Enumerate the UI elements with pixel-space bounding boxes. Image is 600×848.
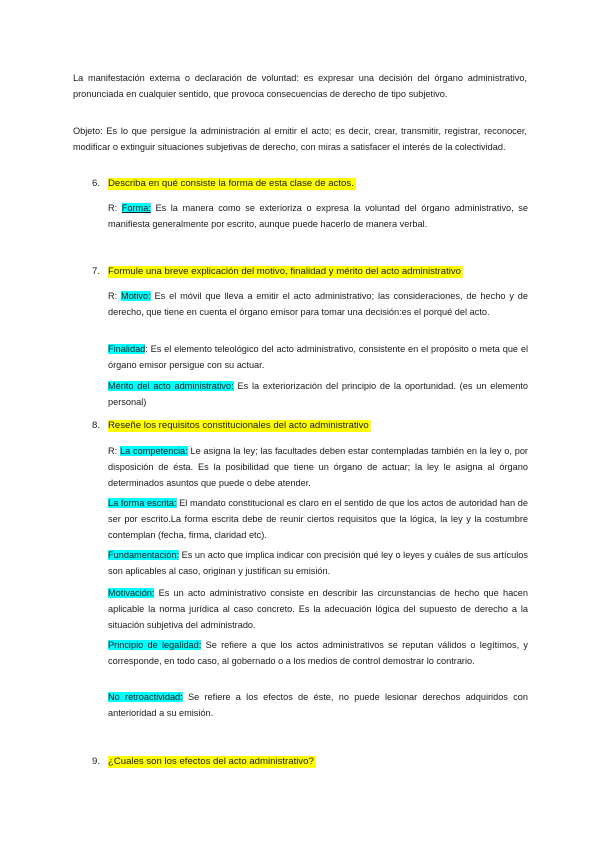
question-8-number: 8. — [92, 420, 101, 431]
answer-legalidad — [108, 638, 528, 670]
term-no-retroactividad: No retroactividad: — [108, 692, 183, 702]
answer-forma-body: Es la manera como se exterioriza o expresa la voluntad del órgano administrativo, se manifiesta generalmente por escrito, aunque puede hacerlo de manera verbal. — [108, 203, 528, 229]
answer-fundamentacion — [108, 548, 528, 580]
term-competencia: La competencia: — [120, 446, 188, 456]
answer-merito-body: Es la exteriorización del principio de la oportunidad. (es un elemento personal) — [108, 381, 528, 407]
term-finalidad: Finalidad — [108, 344, 146, 354]
answer-prefix: R: — [108, 446, 120, 456]
term-merito: Mérito del acto administrativo: — [108, 381, 234, 391]
term-forma-escrita: La forma escrita: — [108, 498, 177, 508]
answer-no-retroactividad-body: Se refiere a los efectos de éste, no puede lesionar derechos adquiridos con anterioridad a su emisión. — [108, 692, 528, 718]
answer-prefix: R: — [108, 291, 122, 301]
question-7-text: Formule una breve explicación del motivo, finalidad y mérito del acto administrativo — [108, 266, 462, 277]
answer-motivacion — [108, 586, 528, 633]
answer-forma-escrita — [108, 496, 528, 543]
term-motivo: Motivo: — [121, 291, 151, 301]
question-8 — [92, 419, 371, 433]
answer-forma-escrita-body: El mandato constitucional es claro en el sentido de que los actos de autoridad han de ser por escrito.La forma escrita debe de reunir ciertos requisitos que la lógica, la ley y la costumbre contemplan (fecha, firma, claridad etc). — [108, 498, 528, 540]
term-fundamentacion: Fundamentación: — [108, 550, 179, 560]
answer-competencia — [108, 444, 528, 491]
answer-motivo — [108, 289, 528, 321]
question-9-text: ¿Cuales son los efectos del acto administrativo? — [108, 756, 314, 767]
paragraph-objeto: Objeto: Es lo que persigue la administración al emitir el acto; es decir, crear, transmitir, registrar, reconocer, modificar o extinguir situaciones subjetivas de derecho, con miras a satisfacer el interés de la colectividad. — [73, 126, 527, 152]
term-forma: Forma: — [121, 203, 151, 213]
answer-no-retroactividad — [108, 690, 528, 722]
answer-motivo-body: Es el móvil que lleva a emitir el acto administrativo; las consideraciones, de hecho y de derecho, que tiene en cuenta el órgano emisor para tomar una decisión:es el porqué del acto. — [108, 291, 528, 317]
paragraph-manifestacion: La manifestación externa o declaración de voluntad: es expresar una decisión del órgano administrativo, pronunciada en cualquier sentido, que provoca consecuencias de derecho de tipo subjetivo. — [73, 73, 527, 99]
question-9-number: 9. — [92, 756, 101, 767]
answer-legalidad-body: Se refiere a que los actos administrativos se reputan válidos o legítimos, y corresponde, en todo caso, al gobernado o a los medios de control demostrar lo contrario. — [108, 640, 528, 666]
answer-finalidad — [108, 342, 528, 374]
question-7 — [92, 265, 463, 279]
answer-prefix: R: — [108, 203, 122, 213]
answer-forma — [108, 201, 528, 233]
question-7-number: 7. — [92, 266, 101, 277]
answer-finalidad-body: : Es el elemento teleológico del acto administrativo, consistente en el propósito o meta que el órgano emisor persigue con su actuar. — [108, 344, 528, 370]
question-6 — [92, 177, 356, 191]
question-6-number: 6. — [92, 178, 101, 189]
question-8-text: Reseñe los requisitos constitucionales del acto administrativo — [108, 420, 369, 431]
answer-fundamentacion-body: Es un acto que implica indicar con precisión qué ley o leyes y cuáles de sus artículos son aplicables al caso, originan y justifican su emisión. — [108, 550, 528, 576]
term-motivacion: Motivación: — [108, 588, 155, 598]
question-6-text: Describa en qué consiste la forma de esta clase de actos. — [108, 178, 354, 189]
answer-merito — [108, 379, 528, 411]
question-9 — [92, 755, 316, 769]
answer-motivacion-body: Es un acto administrativo consiste en describir las circunstancias de hecho que hacen aplicable la norma jurídica al caso concreto. Es la adecuación lógica del supuesto de derecho a la situación subjetiva del administrado. — [108, 588, 528, 630]
answer-competencia-body: Le asigna la ley; las facultades deben estar contempladas también en la ley o, por disposición de ésta. Es la posibilidad que tiene un órgano de actuar; la ley le asigna al órgano determinados asuntos que puede o debe atender. — [108, 446, 528, 488]
term-legalidad: Principio de legalidad: — [108, 640, 202, 650]
